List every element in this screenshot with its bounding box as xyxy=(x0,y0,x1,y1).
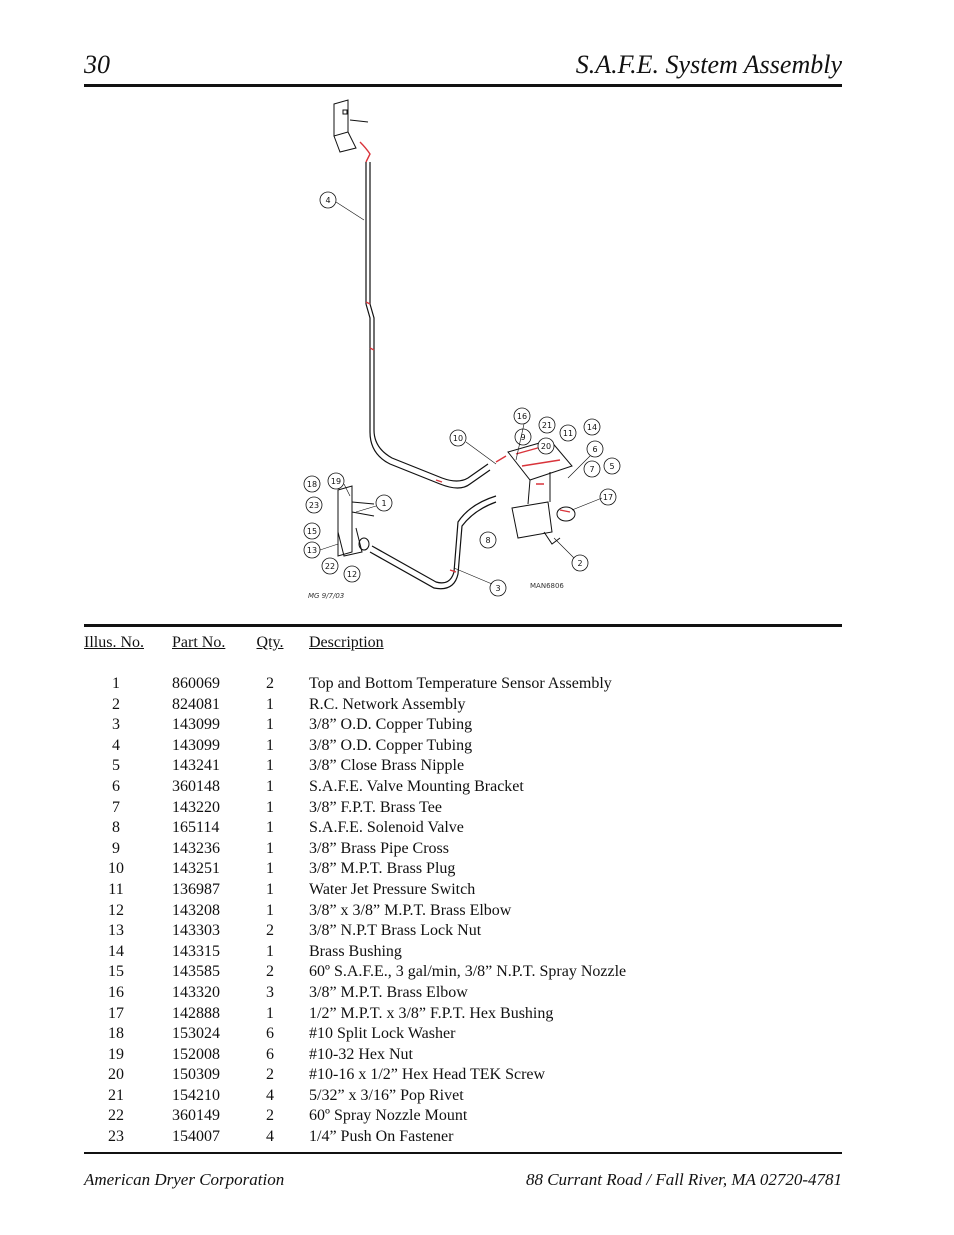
company-address: 88 Currant Road / Fall River, MA 02720-4781 xyxy=(525,1170,842,1189)
callout-label: 22 xyxy=(324,562,336,571)
description-cell: 60º Spray Nozzle Mount xyxy=(309,1107,468,1125)
description-cell: R.C. Network Assembly xyxy=(309,695,466,713)
qty-cell: 2 xyxy=(266,675,274,692)
illus-cell: 13 xyxy=(108,922,124,940)
qty-cell: 2 xyxy=(266,963,274,981)
description-cell: Water Jet Pressure Switch xyxy=(309,880,476,898)
illus-cell: 2 xyxy=(112,695,120,713)
illus-cell: 16 xyxy=(108,983,124,1001)
callout-label: 18 xyxy=(306,480,318,489)
callout-label: 20 xyxy=(540,442,552,451)
header-rule xyxy=(84,84,842,87)
callout-label: 12 xyxy=(346,570,358,579)
illus-cell: 1 xyxy=(112,675,120,692)
illus-cell: 12 xyxy=(108,901,124,919)
qty-cell: 1 xyxy=(266,819,274,837)
callout-label: 14 xyxy=(586,423,598,432)
callout-label: 15 xyxy=(306,527,318,536)
part-number-cell: 143585 xyxy=(172,963,220,981)
illus-cell: 4 xyxy=(112,736,120,754)
part-number-cell: 143220 xyxy=(172,798,220,816)
part-number-cell: 143099 xyxy=(172,736,220,754)
part-number-cell: 136987 xyxy=(172,880,220,898)
part-number-cell: 860069 xyxy=(172,675,220,692)
qty-cell: 4 xyxy=(266,1128,274,1146)
part-number-cell: 154210 xyxy=(172,1086,220,1104)
drawn-by-note: MG 9/7/03 xyxy=(308,592,345,600)
qty-cell: 1 xyxy=(266,860,274,878)
illus-cell: 22 xyxy=(108,1107,124,1125)
table-row xyxy=(84,1127,842,1148)
table-row xyxy=(84,839,842,860)
description-cell: 3/8” M.P.T. Brass Elbow xyxy=(309,983,468,1001)
part-number-cell: 143303 xyxy=(172,922,220,940)
illus-cell: 19 xyxy=(108,1045,124,1063)
illus-cell: 6 xyxy=(112,777,120,795)
qty-cell: 1 xyxy=(266,695,274,713)
company-name: American Dryer Corporation xyxy=(84,1170,285,1189)
part-number-cell: 150309 xyxy=(172,1066,220,1084)
qty-cell: 1 xyxy=(266,716,274,734)
illus-cell: 10 xyxy=(108,860,124,878)
callout-label: 17 xyxy=(602,493,614,502)
table-row xyxy=(84,983,842,1004)
table-row xyxy=(84,921,842,942)
part-number-cell: 143315 xyxy=(172,942,220,960)
table-row xyxy=(84,1086,842,1107)
part-number-cell: 143099 xyxy=(172,716,220,734)
table-row xyxy=(84,736,842,757)
description-cell: S.A.F.E. Solenoid Valve xyxy=(309,819,464,837)
part-number-cell: 165114 xyxy=(172,819,220,837)
callout-label: 5 xyxy=(609,462,615,471)
description-cell: 60º S.A.F.E., 3 gal/min, 3/8” N.P.T. Spray Nozzle xyxy=(309,963,627,981)
description-cell: 3/8” F.P.T. Brass Tee xyxy=(309,798,442,816)
parts-table xyxy=(84,633,842,1148)
callout-label: 3 xyxy=(495,584,501,593)
description-cell: 3/8” O.D. Copper Tubing xyxy=(309,716,473,734)
part-number-cell: 152008 xyxy=(172,1045,220,1063)
callout-label: 6 xyxy=(592,445,598,454)
description-cell: 3/8” N.P.T Brass Lock Nut xyxy=(309,922,482,940)
assembly-drawing xyxy=(290,92,650,612)
qty-cell: 6 xyxy=(266,1025,274,1043)
illus-cell: 20 xyxy=(108,1066,124,1084)
table-row xyxy=(84,880,842,901)
page-title: S.A.F.E. System Assembly xyxy=(575,50,842,79)
qty-cell: 2 xyxy=(266,1107,274,1125)
description-cell: #10 Split Lock Washer xyxy=(309,1025,456,1043)
qty-cell: 1 xyxy=(266,798,274,816)
illus-cell: 5 xyxy=(112,757,120,775)
table-header-row xyxy=(84,633,842,653)
qty-cell: 3 xyxy=(266,983,274,1001)
qty-cell: 2 xyxy=(266,1066,274,1084)
callout-label: 9 xyxy=(520,433,526,442)
part-number-cell: 360148 xyxy=(172,777,220,795)
table-row xyxy=(84,798,842,819)
part-header: Part No. xyxy=(172,634,226,651)
table-row xyxy=(84,942,842,963)
table-row xyxy=(84,715,842,736)
callout-label: 1 xyxy=(381,499,387,508)
callout-label: 19 xyxy=(330,477,342,486)
description-header: Description xyxy=(309,634,384,651)
description-cell: Top and Bottom Temperature Sensor Assembly xyxy=(309,675,612,692)
part-number-cell: 824081 xyxy=(172,695,220,713)
description-cell: 1/2” M.P.T. x 3/8” F.P.T. Hex Bushing xyxy=(309,1004,554,1022)
callout-label: 21 xyxy=(541,421,553,430)
description-cell: 3/8” Close Brass Nipple xyxy=(309,757,465,775)
assembly-diagram xyxy=(290,92,650,612)
part-number-cell: 143251 xyxy=(172,860,220,878)
table-row xyxy=(84,859,842,880)
illus-cell: 15 xyxy=(108,963,124,981)
qty-cell: 1 xyxy=(266,1004,274,1022)
illus-cell: 23 xyxy=(108,1128,124,1146)
top-bracket xyxy=(334,100,348,136)
callout-label: 8 xyxy=(485,536,491,545)
qty-header: Qty. xyxy=(256,634,284,651)
illus-cell: 3 xyxy=(112,716,120,734)
table-row xyxy=(84,1024,842,1045)
part-number-cell: 360149 xyxy=(172,1107,220,1125)
description-cell: #10-32 Hex Nut xyxy=(309,1045,413,1063)
callout-label: 13 xyxy=(306,546,318,555)
part-number-cell: 142888 xyxy=(172,1004,220,1022)
qty-cell: 1 xyxy=(266,777,274,795)
qty-cell: 6 xyxy=(266,1045,274,1063)
qty-cell: 1 xyxy=(266,901,274,919)
qty-cell: 1 xyxy=(266,757,274,775)
callout-label: 16 xyxy=(516,412,528,421)
table-row xyxy=(84,1045,842,1066)
part-number-cell: 154007 xyxy=(172,1128,220,1146)
table-row xyxy=(84,901,842,922)
qty-cell: 1 xyxy=(266,942,274,960)
illus-header: Illus. No. xyxy=(84,634,144,651)
description-cell: S.A.F.E. Valve Mounting Bracket xyxy=(309,777,524,795)
illus-cell: 21 xyxy=(108,1086,124,1104)
table-row xyxy=(84,695,842,716)
description-cell: 5/32” x 3/16” Pop Rivet xyxy=(309,1086,464,1104)
page-header xyxy=(84,50,842,84)
qty-cell: 1 xyxy=(266,880,274,898)
illus-cell: 7 xyxy=(112,798,120,816)
description-cell: 3/8” x 3/8” M.P.T. Brass Elbow xyxy=(309,901,512,919)
part-number-cell: 153024 xyxy=(172,1025,220,1043)
qty-cell: 1 xyxy=(266,736,274,754)
callout-label: 2 xyxy=(577,559,583,568)
part-number-cell: 143241 xyxy=(172,757,220,775)
footer-rule xyxy=(84,1152,842,1154)
table-row xyxy=(84,1065,842,1086)
part-number-cell: 143208 xyxy=(172,901,220,919)
table-row xyxy=(84,674,842,695)
callout-label: 7 xyxy=(589,465,595,474)
qty-cell: 4 xyxy=(266,1086,274,1104)
page-number: 30 xyxy=(84,50,110,79)
part-number-cell: 143320 xyxy=(172,983,220,1001)
callout-label: 4 xyxy=(325,196,331,205)
illus-cell: 18 xyxy=(108,1025,124,1043)
callout-label: 11 xyxy=(562,429,574,438)
illus-cell: 17 xyxy=(108,1004,124,1022)
illus-cell: 14 xyxy=(108,942,124,960)
description-cell: #10-16 x 1/2” Hex Head TEK Screw xyxy=(309,1066,546,1084)
illus-cell: 9 xyxy=(112,839,120,857)
illus-cell: 11 xyxy=(108,880,124,898)
table-row xyxy=(84,1004,842,1025)
table-row xyxy=(84,756,842,777)
solenoid-valve xyxy=(512,502,552,538)
table-row xyxy=(84,818,842,839)
description-cell: 3/8” O.D. Copper Tubing xyxy=(309,736,473,754)
description-cell: 1/4” Push On Fastener xyxy=(309,1128,454,1146)
table-rule xyxy=(84,624,842,627)
table-row xyxy=(84,1106,842,1127)
table-row xyxy=(84,777,842,798)
part-number-cell: 143236 xyxy=(172,839,220,857)
description-cell: 3/8” M.P.T. Brass Plug xyxy=(309,860,456,878)
qty-cell: 1 xyxy=(266,839,274,857)
callout-label: 23 xyxy=(308,501,320,510)
description-cell: Brass Bushing xyxy=(309,942,402,960)
callout-label: 10 xyxy=(452,434,464,443)
page-footer xyxy=(84,1170,842,1192)
table-row xyxy=(84,962,842,983)
description-cell: 3/8” Brass Pipe Cross xyxy=(309,839,449,857)
illus-cell: 8 xyxy=(112,819,120,837)
qty-cell: 2 xyxy=(266,922,274,940)
drawing-id: MAN6806 xyxy=(530,582,564,590)
hex-bushing xyxy=(557,507,575,521)
elbow-highlight xyxy=(360,142,370,162)
lower-bracket xyxy=(338,486,352,556)
